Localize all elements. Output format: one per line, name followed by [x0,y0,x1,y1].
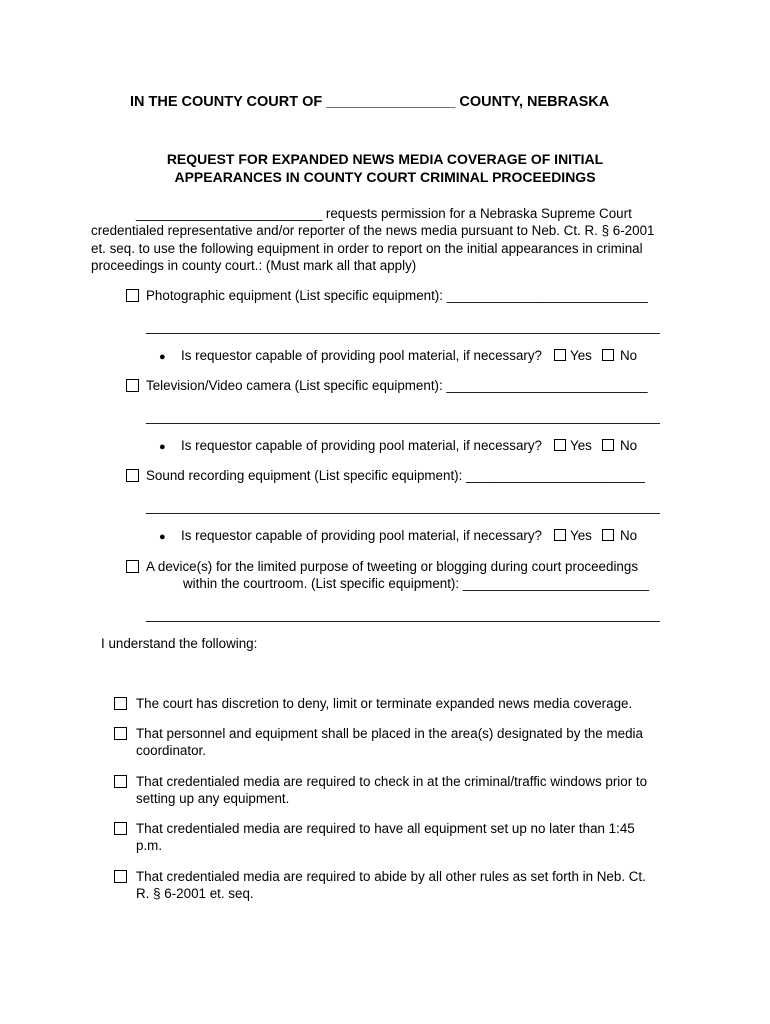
acknowledgement-1-checkbox[interactable] [114,697,127,710]
tweeting-device-checkbox[interactable] [126,560,139,573]
photographic-equipment-checkbox[interactable] [126,289,139,302]
sound-pool-no-label: No [620,528,638,543]
acknowledgement-4-text-line-1: That credentialed media are required to have all equipment set up no later than 1:45 [136,821,635,836]
acknowledgement-1-text: The court has discretion to deny, limit or terminate expanded news media coverage. [136,696,633,711]
acknowledgement-5-text-line-2: R. § 6-2001 et. seq. [136,886,254,901]
intro-line-4: proceedings in county court.: (Must mark all that apply) [91,258,417,273]
photographic-pool-question: Is requestor capable of providing pool material, if necessary? [181,348,542,363]
court-caption: IN THE COUNTY COURT OF ________________ COUNTY, NEBRASKA [130,94,610,110]
form-title-line-1: REQUEST FOR EXPANDED NEWS MEDIA COVERAGE OF INITIAL [166,151,604,167]
tweeting-device-blank-line[interactable]: _____________________________________________________________________ [146,607,660,622]
acknowledgement-2-checkbox[interactable] [114,727,127,740]
television-video-checkbox[interactable] [126,379,139,392]
bullet-icon: ● [159,441,166,453]
tweeting-device-label-line-2: within the courtroom. (List specific equipment): _________________________ [183,576,650,591]
television-video-blank-line[interactable]: _____________________________________________________________________ [146,409,660,424]
sound-pool-question: Is requestor capable of providing pool material, if necessary? [181,528,542,543]
sound-recording-label: Sound recording equipment (List specific equipment): ________________________ [146,468,645,483]
bullet-icon: ● [159,531,166,543]
photographic-pool-yes-checkbox[interactable] [554,349,566,361]
photographic-pool-no-checkbox[interactable] [602,349,614,361]
photographic-equipment-blank-line[interactable]: _____________________________________________________________________ [146,319,660,334]
sound-pool-no-checkbox[interactable] [602,529,614,541]
bullet-icon: ● [159,351,166,363]
television-pool-question: Is requestor capable of providing pool material, if necessary? [181,438,542,453]
acknowledgement-4-checkbox[interactable] [114,822,127,835]
acknowledgement-4-text-line-2: p.m. [136,838,163,853]
sound-pool-yes-checkbox[interactable] [554,529,566,541]
form-title-line-2: APPEARANCES IN COUNTY COURT CRIMINAL PROCEEDINGS [174,169,596,185]
sound-pool-yes-label: Yes [570,528,592,543]
acknowledgement-3-text-line-1: That credentialed media are required to check in at the criminal/traffic windows prior to [136,774,648,789]
television-pool-no-label: No [620,438,638,453]
television-video-label: Television/Video camera (List specific equipment): ___________________________ [146,378,648,393]
acknowledgement-5-text-line-1: That credentialed media are required to abide by all other rules as set forth in Neb. Ct. [136,869,646,884]
acknowledgement-3-checkbox[interactable] [114,775,127,788]
photographic-equipment-label: Photographic equipment (List specific equipment): ___________________________ [146,288,648,303]
television-pool-no-checkbox[interactable] [602,439,614,451]
television-pool-yes-checkbox[interactable] [554,439,566,451]
television-pool-yes-label: Yes [570,438,592,453]
sound-recording-blank-line[interactable]: _____________________________________________________________________ [146,499,660,514]
acknowledgement-5-checkbox[interactable] [114,870,127,883]
acknowledgement-2-text-line-2: coordinator. [136,743,206,758]
photographic-pool-no-label: No [620,348,638,363]
tweeting-device-label-line-1: A device(s) for the limited purpose of tweeting or blogging during court proceedings [146,559,639,574]
understand-heading: I understand the following: [101,636,258,651]
intro-line-2: credentialed representative and/or reporter of the news media pursuant to Neb. Ct. R. § 6-2001 [91,223,655,238]
acknowledgement-3-text-line-2: setting up any equipment. [136,791,290,806]
intro-line-1: _________________________ requests permission for a Nebraska Supreme Court [136,206,632,221]
sound-recording-checkbox[interactable] [126,469,139,482]
photographic-pool-yes-label: Yes [570,348,592,363]
intro-line-3: et. seq. to use the following equipment in order to report on the initial appearances in criminal [91,241,643,256]
acknowledgement-2-text-line-1: That personnel and equipment shall be placed in the area(s) designated by the media [136,726,643,741]
